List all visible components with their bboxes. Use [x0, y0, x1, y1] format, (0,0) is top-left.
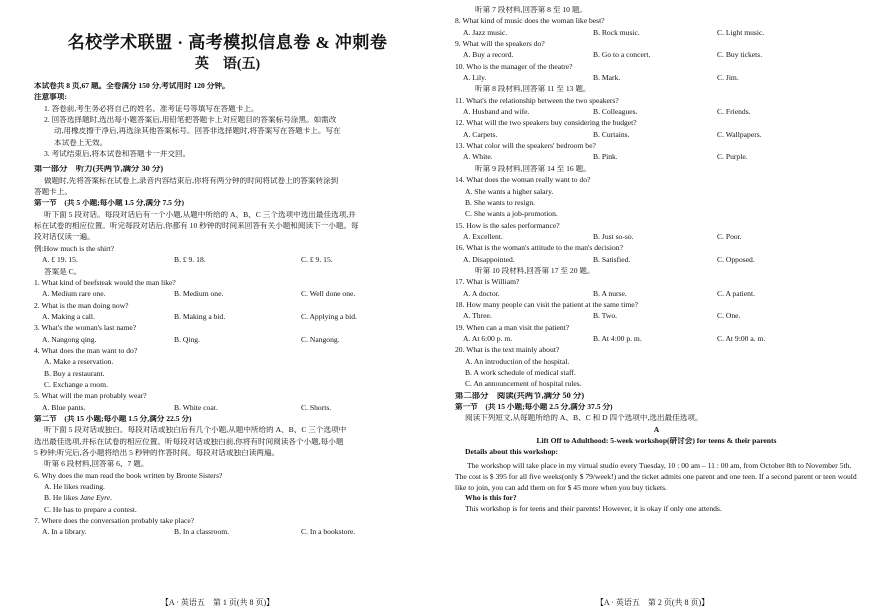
option-c: C. A patient.: [717, 289, 755, 298]
option-b: B. Rock music.: [593, 28, 640, 37]
question-8-options: [455, 29, 858, 40]
material-7-heading: 听第 7 段材料,回答第 8 至 10 题。: [475, 6, 588, 14]
notice-line: 1. 答卷前,考生务必将自己的姓名、准考证号等填写在答题卡上。: [44, 104, 259, 113]
question-1-options: [34, 290, 421, 301]
passage-letter: A: [653, 425, 660, 434]
question-6: 6. Why does the man read the book written by Bronte Sisters?: [34, 471, 223, 480]
exam-subtitle: 英 语(五): [194, 57, 261, 72]
material-9-heading: 听第 9 段材料,回答第 14 至 16 题。: [475, 164, 591, 173]
part-2-section-1-desc: 阅读下列短文,从每题所给的 A、B、C 和 D 四个选项中,选出最佳选项。: [465, 414, 703, 423]
material-6-heading: 听第 6 段材料,回答第 6、7 题。: [44, 460, 149, 469]
option-b-end: .: [110, 494, 113, 503]
example-answer: 答案是 C。: [44, 267, 82, 276]
option-b: B. Pink.: [593, 153, 618, 162]
option-c: C. £ 9. 15.: [301, 256, 333, 265]
question-1: 1. What kind of beefsteak would the man like?: [34, 278, 176, 287]
option-c: C. Applying a bid.: [301, 312, 357, 321]
exam-title: 名校学术联盟 · 高考模拟信息卷 & 冲刺卷: [67, 33, 388, 52]
book-title: Jane Eyre: [79, 494, 111, 503]
notice-line: 本试卷上无效。: [54, 138, 108, 147]
page-2: [435, 0, 870, 615]
question-7: 7. Where does the conversation probably take place?: [34, 517, 195, 526]
option-c: C. At 9:00 a. m.: [717, 334, 766, 343]
option-a: A. At 6:00 p. m.: [463, 334, 513, 343]
question-19-options: [455, 335, 858, 346]
question-8: 8. What kind of music does the woman like best?: [455, 17, 605, 26]
page-footer: 【A · 英语五 第 1 页(共 8 页)】: [160, 598, 275, 607]
option-a: A. An introduction of the hospital.: [465, 357, 570, 366]
notice-line: 动,用橡皮擦干净后,再选涂其他答案标号。回答非选择题时,将答案写在答题卡上。写在: [54, 127, 341, 136]
section-2-heading: 第二节 (共 15 小题;每小题 1.5 分,满分 22.5 分): [34, 414, 192, 423]
question-15: 15. How is the sales performance?: [455, 221, 560, 230]
option-a: A. Blue pants.: [42, 403, 86, 412]
option-a: A. Medium rare one.: [42, 290, 106, 299]
question-11-options: [455, 108, 858, 119]
option-a: A. £ 19. 15.: [42, 256, 78, 265]
question-10: 10. Who is the manager of the theatre?: [455, 62, 573, 71]
option-b: B. A nurse.: [593, 289, 627, 298]
option-a: A. Jazz music.: [463, 28, 508, 37]
option-a: A. Disappointed.: [463, 255, 515, 264]
option-c: C. Wallpapers.: [717, 130, 762, 139]
notice-line: 2. 回答选择题时,选出每小题答案后,用铅笔把答题卡上对应题目的答案标号涂黑。如需改: [44, 116, 337, 125]
question-18: 18. How many people can visit the patient at the same time?: [455, 300, 639, 309]
question-12-options: [455, 131, 858, 142]
option-c: C. Shorts.: [301, 403, 332, 412]
option-b: B. Just so-so.: [593, 232, 634, 241]
option-c: C. Well done one.: [301, 290, 356, 299]
question-9: 9. What will the speakers do?: [455, 40, 545, 49]
question-9-options: [455, 51, 858, 62]
option-a: A. Buy a record.: [463, 51, 514, 60]
option-b: B. Colleagues.: [593, 108, 638, 117]
question-16: 16. What is the woman's attitude to the man's decision?: [455, 244, 623, 253]
option-a: A. Three.: [463, 312, 492, 321]
option-b: B. A work schedule of medical staff.: [465, 369, 576, 377]
option-b: B. £ 9. 18.: [174, 256, 206, 265]
who-heading: Who is this for?: [465, 493, 517, 502]
material-8-heading: 听第 8 段材料,回答第 11 至 13 题。: [475, 85, 591, 94]
option-b: B. Medium one.: [174, 290, 224, 299]
question-13-options: [455, 153, 858, 164]
question-4: 4. What does the man want to do?: [34, 346, 138, 355]
option-b: B. In a classroom.: [174, 528, 230, 537]
question-10-options: [455, 74, 858, 85]
question-15-options: [455, 233, 858, 244]
option-b: B. White coat.: [174, 403, 218, 412]
option-c: C. Jim.: [717, 74, 739, 83]
option-a: A. White.: [463, 153, 493, 162]
notice-line: 3. 考试结束后,将本试卷和答题卡一并交回。: [44, 150, 191, 159]
part-1-desc: 答题卡上。: [34, 188, 72, 197]
option-b: B. Buy a restaurant.: [44, 369, 105, 378]
option-c: C. He has to prepare a contest.: [44, 505, 137, 514]
exam-intro: 本试卷共 8 页,67 题。全卷满分 150 分,考试用时 120 分钟。: [34, 82, 230, 90]
question-5-options: [34, 404, 421, 415]
option-a: A. Excellent.: [463, 232, 503, 241]
section-1-heading: 第一节 (共 5 小题;每小题 1.5 分,满分 7.5 分): [34, 199, 184, 208]
option-b: B. Go to a concert.: [593, 51, 651, 60]
option-a: A. Husband and wife.: [463, 108, 530, 117]
option-c: C. Buy tickets.: [717, 51, 763, 60]
part-2-section-1-heading: 第一节 (共 15 小题;每小题 2.5 分,满分 37.5 分): [455, 403, 613, 412]
option-b: B. Two.: [593, 312, 618, 321]
question-2-options: [34, 313, 421, 324]
option-a: A. Making a call.: [42, 312, 95, 321]
section-1-desc: 标在试卷的相应位置。听完每段对话后,你都有 10 秒钟的时间来回答有关小题和阅读下一小题。每: [34, 222, 359, 231]
option-a: A. She wants a higher salary.: [465, 187, 554, 196]
section-1-desc: 段对话仅读一遍。: [34, 233, 95, 242]
option-c: C. She wants a job-promotion.: [465, 210, 558, 219]
question-17-options: [455, 290, 858, 301]
notice-heading: 注意事项:: [34, 93, 67, 102]
details-heading: Details about this workshop:: [465, 448, 559, 457]
section-1-desc: 听下面 5 段对话。每段对话后有一个小题,从题中所给的 A、B、C 三个选项中选出最佳选项,并: [44, 210, 356, 219]
section-2-desc: 选出最佳选项,并标在试卷的相应位置。听每段对话或独白前,你将有时间阅读各个小题,每小题: [34, 437, 344, 446]
material-10-heading: 听第 10 段材料,回答第 17 至 20 题。: [475, 266, 595, 275]
question-20: 20. What is the text mainly about?: [455, 346, 560, 355]
option-a: A. Carpets.: [463, 130, 498, 139]
option-a: A. Nangong qing.: [42, 335, 97, 344]
option-b: B. At 4:00 p. m.: [593, 334, 642, 343]
section-2-desc: 听下面 5 段对话或独白。每段对话或独白后有几个小题,从题中所给的 A、B、C 三个选项中: [44, 426, 347, 435]
question-13: 13. What color will the speakers' bedroom be?: [455, 142, 596, 151]
option-c: C. Poor.: [717, 232, 742, 241]
option-b: B. Curtains.: [593, 130, 630, 139]
option-b: [34, 494, 421, 505]
question-5: 5. What will the man probably wear?: [34, 392, 147, 401]
option-b: B. Satisfied.: [593, 255, 631, 264]
option-c: C. Exchange a room.: [44, 380, 108, 389]
option-c: C. Purple.: [717, 153, 748, 162]
question-7-options: [34, 528, 421, 539]
option-b: B. Mark.: [593, 74, 621, 83]
option-b: B. Making a bid.: [174, 312, 226, 321]
option-c: C. Light music.: [717, 28, 765, 37]
section-2-desc: 5 秒钟;听完后,各小题将给出 5 秒钟的作答时间。每段对话或独白读两遍。: [34, 449, 280, 457]
option-a: A. In a library.: [42, 528, 87, 537]
page-footer: 【A · 英语五 第 2 页(共 8 页)】: [595, 598, 710, 607]
question-2: 2. What is the man doing now?: [34, 301, 129, 310]
option-c: C. Nangong.: [301, 335, 340, 344]
part-1-desc: 做题时,先将答案标在试卷上,录音内容结束后,你将有两分钟的时间将试卷上的答案转涂到: [44, 176, 339, 185]
example-options: [34, 256, 421, 267]
option-a: A. Make a reservation.: [44, 358, 114, 367]
question-17: 17. What is William?: [455, 278, 520, 287]
option-b: B. Qing.: [174, 335, 200, 344]
part-2-heading: 第二部分 阅读(共两节,满分 50 分): [455, 391, 585, 400]
option-c: C. An announcement of hospital rules.: [465, 380, 582, 389]
example-question: 例:How much is the shirt?: [34, 244, 115, 253]
question-3: 3. What's the woman's last name?: [34, 324, 137, 333]
option-b: B. She wants to resign.: [465, 198, 536, 207]
passage-title: Lift Off to Adulthood: 5-week workshop(研讨会) for teens & their parents: [536, 437, 777, 446]
question-19: 19. When can a man visit the patient?: [455, 323, 570, 332]
option-c: C. Opposed.: [717, 255, 755, 264]
option-c: C. In a bookstore.: [301, 528, 356, 537]
question-14: 14. What does the woman really want to do?: [455, 176, 591, 185]
option-b-text: B. He likes: [44, 494, 80, 503]
details-paragraph: The workshop will take place in my virtual studio every Tuesday, 10 : 00 am – 11 : 00 am, from October 8th to November 5th. The cost is $ 395 for all five weeks(only $ 79/week!) and the ticket admits one parent and one teen. If a second parent or teen would like to join, you can add them on for $ 45 more when you buy tickets.: [455, 460, 857, 493]
option-a: A. A doctor.: [463, 289, 500, 298]
part-1-heading: 第一部分 听力(共两节,满分 30 分): [34, 165, 164, 174]
option-c: C. One.: [717, 312, 741, 321]
question-18-options: [455, 312, 858, 323]
option-a: A. He likes reading.: [44, 483, 105, 492]
question-3-options: [34, 336, 421, 347]
question-12: 12. What will the two speakers buy considering the budget?: [455, 119, 637, 128]
question-11: 11. What's the relationship between the two speakers?: [455, 96, 619, 105]
option-a: A. Lily.: [463, 74, 487, 83]
who-paragraph: This workshop is for teens and their parents! However, it is okay if only one attends.: [465, 505, 722, 514]
question-16-options: [455, 256, 858, 267]
option-c: C. Friends.: [717, 108, 751, 117]
